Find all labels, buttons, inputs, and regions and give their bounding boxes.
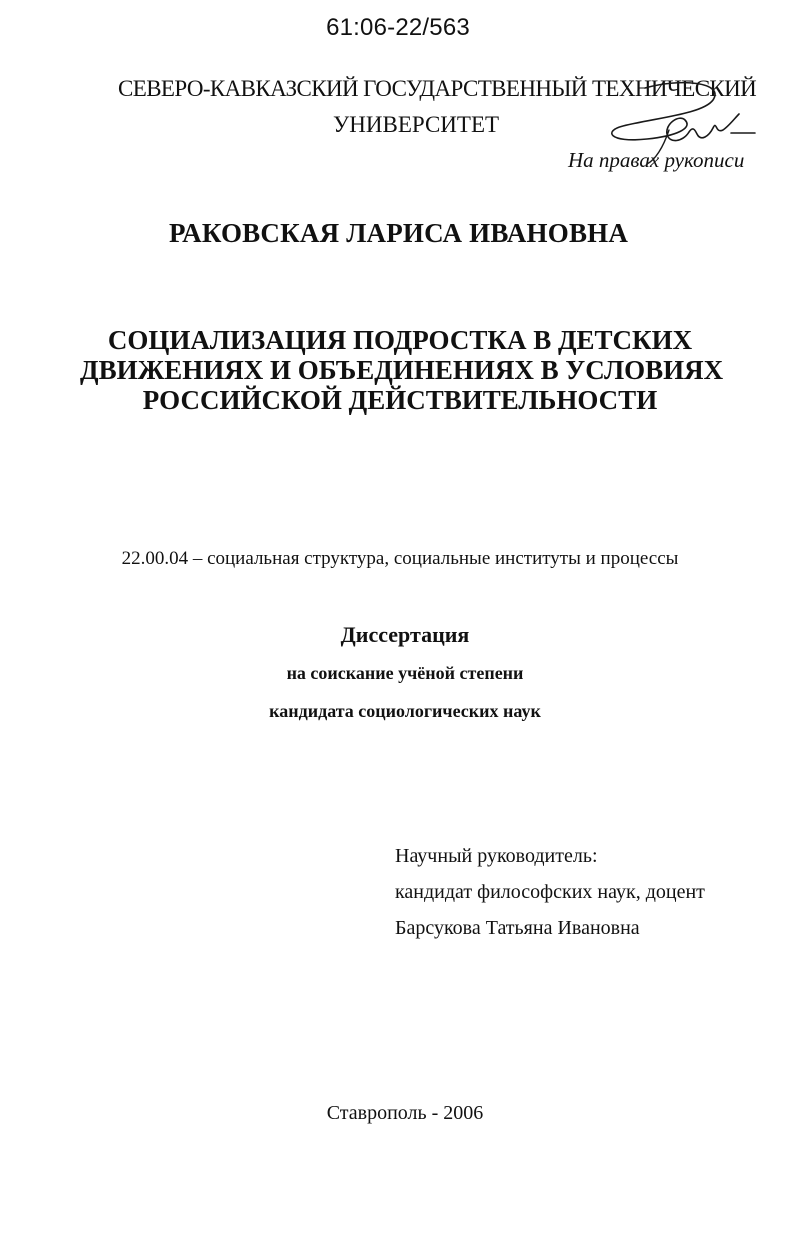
work-type: Диссертация: [340, 622, 470, 647]
advisor-name: Барсукова Татьяна Ивановна: [395, 917, 640, 939]
dissertation-title: [80, 325, 724, 415]
degree-line1: на соискание учёной степени: [286, 663, 524, 683]
university-name-line1: СЕВЕРО-КАВКАЗСКИЙ ГОСУДАРСТВЕННЫЙ ТЕХНИЧЕСКИЙ: [118, 76, 757, 101]
title-line: ДВИЖЕНИЯХ И ОБЪЕДИНЕНИЯХ В УСЛОВИЯХ: [80, 355, 724, 385]
advisor-label: Научный руководитель:: [395, 845, 598, 867]
author-name: РАКОВСКАЯ ЛАРИСА ИВАНОВНА: [168, 218, 629, 248]
manuscript-rights-note: На правах рукописи: [568, 148, 745, 172]
advisor-degree: кандидат философских наук, доцент: [395, 881, 705, 903]
signature-icon: [585, 70, 760, 165]
title-line: РОССИЙСКОЙ ДЕЙСТВИТЕЛЬНОСТИ: [142, 385, 658, 415]
archive-code: 61:06-22/563: [326, 14, 470, 41]
university-name-line2: УНИВЕРСИТЕТ: [333, 112, 500, 137]
place-year: Ставрополь - 2006: [326, 1102, 484, 1124]
degree-line2: кандидата социологических наук: [269, 701, 541, 721]
title-line: СОЦИАЛИЗАЦИЯ ПОДРОСТКА В ДЕТСКИХ: [107, 325, 693, 355]
specialty-code: 22.00.04 – социальная структура, социальные институты и процессы: [121, 548, 679, 569]
